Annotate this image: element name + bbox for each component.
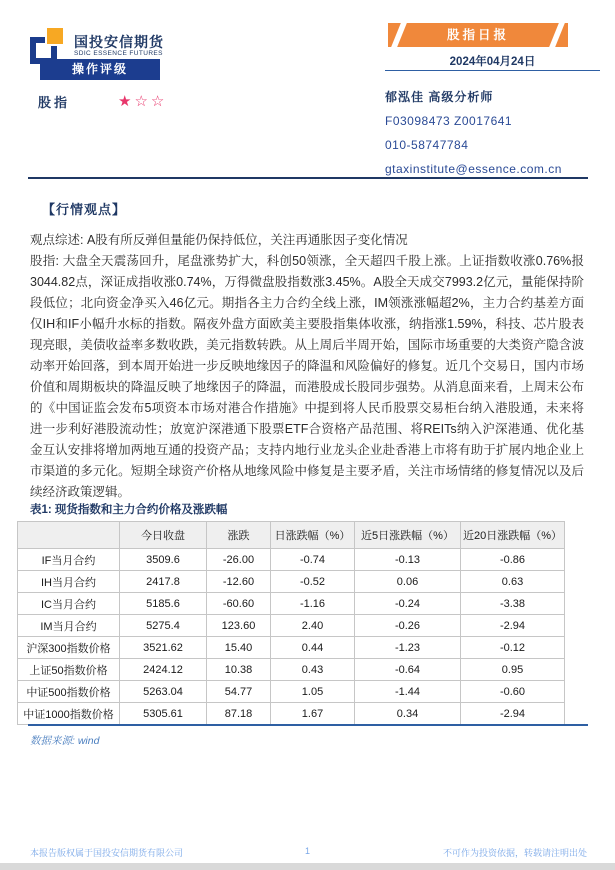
company-subtitle: SDIC ESSENCE FUTURES xyxy=(74,50,163,58)
row-label: IC当月合约 xyxy=(18,593,120,615)
header-divider xyxy=(28,177,588,179)
row-label: IH当月合约 xyxy=(18,571,120,593)
cell-value: -26.00 xyxy=(207,549,271,571)
cell-value: -0.86 xyxy=(461,549,565,571)
cell-value: -0.74 xyxy=(271,549,355,571)
cell-value: 2417.8 xyxy=(120,571,207,593)
table-row xyxy=(18,571,565,593)
cell-value: 0.06 xyxy=(355,571,461,593)
footer-page-number: 1 xyxy=(304,846,310,856)
cell-value: 1.67 xyxy=(271,703,355,725)
table-row xyxy=(18,681,565,703)
row-label: 上证50指数价格 xyxy=(18,659,120,681)
cell-value: -3.38 xyxy=(461,593,565,615)
footer-disclaimer: 不可作为投资依据，转载请注明出处 xyxy=(442,848,587,858)
product-rating-row xyxy=(38,92,238,111)
cell-value: 5185.6 xyxy=(120,593,207,615)
row-label: 沪深300指数价格 xyxy=(18,637,120,659)
cell-value: -1.16 xyxy=(271,593,355,615)
bottom-edge-bar xyxy=(0,863,615,870)
cell-value: 5275.4 xyxy=(120,615,207,637)
cell-value: 3509.6 xyxy=(120,549,207,571)
page-footer xyxy=(0,846,615,860)
cell-value: 15.40 xyxy=(207,637,271,659)
table-row xyxy=(18,659,565,681)
table-caption: 表1: 现货指数和主力合约价格及涨跌幅 xyxy=(30,504,228,516)
row-label: IM当月合约 xyxy=(18,615,120,637)
rating-stars: ★☆☆ xyxy=(118,93,168,110)
table-row xyxy=(18,637,565,659)
data-source-note: 数据来源: wind xyxy=(30,735,100,747)
table-row xyxy=(18,549,565,571)
cell-value: -0.26 xyxy=(355,615,461,637)
cell-value: 0.43 xyxy=(271,659,355,681)
cell-value: -0.64 xyxy=(355,659,461,681)
analyst-license-ids: F03098473 Z0017641 xyxy=(385,114,513,128)
column-header xyxy=(18,522,120,549)
column-header: 近20日涨跌幅（%） xyxy=(461,522,565,549)
company-name: 国投安信期货 xyxy=(74,33,164,50)
column-header: 日涨跌幅（%） xyxy=(271,522,355,549)
cell-value: -0.52 xyxy=(271,571,355,593)
cell-value: 2.40 xyxy=(271,615,355,637)
cell-value: 0.34 xyxy=(355,703,461,725)
company-logo-text xyxy=(74,35,164,58)
table-bottom-divider xyxy=(28,724,588,726)
footer-copyright: 本报告版权属于国投安信期货有限公司 xyxy=(30,848,184,858)
report-type-banner: 股指日报 xyxy=(388,23,568,47)
column-header: 近5日涨跌幅（%） xyxy=(355,522,461,549)
cell-value: 5305.61 xyxy=(120,703,207,725)
analyst-email: gtaxinstitute@essence.com.cn xyxy=(385,162,562,176)
viewpoint-body: 股指: 大盘全天震荡回升，尾盘涨势扩大，科创50领涨，全天超四千股上涨。上证指数收涨0.76%报3044.82点，深证成指收涨0.74%，万得微盘股指数涨3.45%。A股全天成交7993.2亿元，量能保持阶段低位；北向资金净买入46亿元。期指各主力合约全线上涨，IM领涨涨幅超2%，主力合约基差方面仅IH和IF小幅升水标的指数。隔夜外盘方面欧美主要股指集体收涨，纳指涨1.59%，科技、芯片股表现亮眼，美债收益率多数收跌，美元指数转跌。从上周后半周开始，国际市场重要的大类资产隐含波动率开始回落，到本周开始进一步反映地缘因子的降温和风险偏好的修复。近几个交易日，国内市场价值和周期板块的降温反映了地缘因子的降温，而港股成长股同步强势。从消息面来看，上周末公布的《中国证监会发布5项资本市场对港合作措施》中提到将人民币股票交易柜台纳入港股通，未来将进一步利好港股流动性；放宽沪深港通下股票ETF合资格产品范围、将REITs纳入沪深港通、优化基金互认安排将增加两地互通的投资产品；支持内地行业龙头企业赴香港上市将有助于扩展内地企业上市渠道的多元化。短期全球资产价格从地缘风险中修复是主要矛盾，关注市场情绪的修复情况以及后续经济政策逻辑。 xyxy=(30,254,584,499)
cell-value: -2.94 xyxy=(461,615,565,637)
cell-value: 0.63 xyxy=(461,571,565,593)
cell-value: -0.24 xyxy=(355,593,461,615)
cell-value: -0.60 xyxy=(461,681,565,703)
analyst-name: 郁泓佳 高级分析师 xyxy=(385,90,494,104)
analyst-phone: 010-58747784 xyxy=(385,138,469,152)
row-label: 中证1000指数价格 xyxy=(18,703,120,725)
cell-value: 1.05 xyxy=(271,681,355,703)
cell-value: 87.18 xyxy=(207,703,271,725)
viewpoint-summary: 观点综述: A股有所反弹但量能仍保持低位，关注再通胀因子变化情况 xyxy=(30,233,408,247)
cell-value: 2424.12 xyxy=(120,659,207,681)
row-label: 中证500指数价格 xyxy=(18,681,120,703)
table-row xyxy=(18,615,565,637)
cell-value: 0.44 xyxy=(271,637,355,659)
row-label: IF当月合约 xyxy=(18,549,120,571)
cell-value: -0.13 xyxy=(355,549,461,571)
date-underline xyxy=(385,70,600,71)
cell-value: -1.23 xyxy=(355,637,461,659)
cell-value: 123.60 xyxy=(207,615,271,637)
cell-value: -0.12 xyxy=(461,637,565,659)
cell-value: 10.38 xyxy=(207,659,271,681)
column-header: 涨跌 xyxy=(207,522,271,549)
spot-table xyxy=(17,521,565,725)
cell-value: 0.95 xyxy=(461,659,565,681)
cell-value: 54.77 xyxy=(207,681,271,703)
viewpoint-text-block xyxy=(30,230,584,503)
cell-value: -1.44 xyxy=(355,681,461,703)
column-header: 今日收盘 xyxy=(120,522,207,549)
report-date: 2024年04月24日 xyxy=(449,56,536,68)
section-title-market-view: 【行情观点】 xyxy=(42,202,127,217)
table-header-row xyxy=(18,522,565,549)
product-label: 股指 xyxy=(38,95,71,110)
cell-value: -60.60 xyxy=(207,593,271,615)
table-row xyxy=(18,703,565,725)
cell-value: -12.60 xyxy=(207,571,271,593)
cell-value: 5263.04 xyxy=(120,681,207,703)
table-row xyxy=(18,593,565,615)
cell-value: -2.94 xyxy=(461,703,565,725)
cell-value: 3521.62 xyxy=(120,637,207,659)
logo-orange-square xyxy=(45,26,65,46)
rating-box: 操作评级 xyxy=(40,59,160,80)
